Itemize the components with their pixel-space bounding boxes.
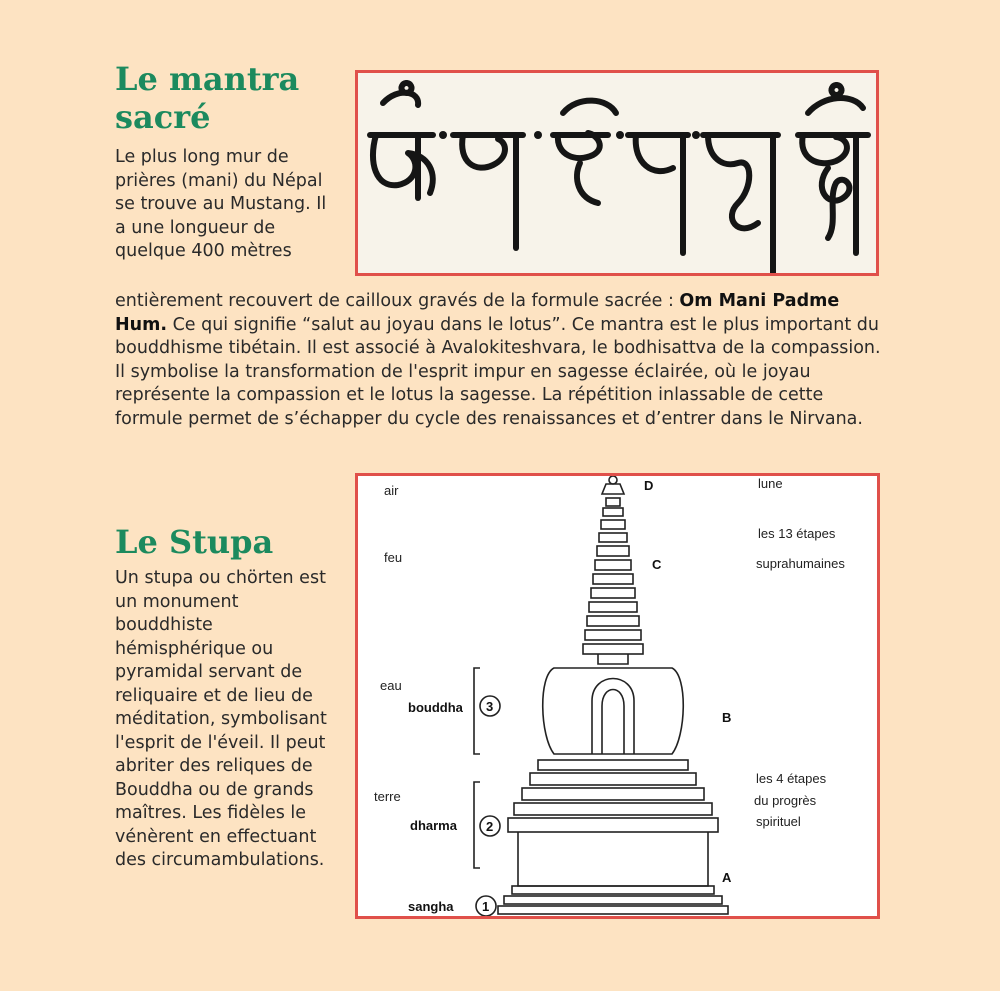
mantra-body-text (115, 290, 895, 431)
label-4-etapes: les 4 étapes (756, 771, 827, 786)
label-du-progres: du progrès (754, 793, 817, 808)
number-2: 2 (486, 819, 494, 834)
number-3: 3 (486, 699, 494, 714)
stupa-title: Le Stupa (115, 523, 274, 561)
label-13-etapes: les 13 étapes (758, 526, 836, 541)
mantra-formula: Om Mani Padme Hum. (115, 291, 840, 335)
stupa-body-text: Un stupa ou chörten est un monument bouddhiste hémisphérique ou pyramidal servant de reliquaire et de lieu de méditation, symbolisant l'esprit de l'éveil. Il peut abriter des reliques de Bouddha ou de grands maîtres. Les fidèles le vénèrent en effectuant des circumambulations. (115, 568, 327, 870)
mantra-body-rest: Ce qui signifie “salut au joyau dans le lotus”. Ce mantra est le plus important du bouddhisme tibétain. Il est associé à Avalokiteshvara, le bodhisattva de la compassion. Il symbolise la transformation de l'esprit impur en sagesse éclairée, où le joyau représente la compassion et le lotus la sagesse. La répétition inlassable de cette formule permet de s’échapper du cycle des renaissances et d’entrer dans le Nirvana. (115, 314, 881, 429)
section-a: A (722, 870, 732, 885)
stupa-drawing (358, 476, 877, 916)
stupa-diagram (355, 473, 880, 919)
label-spirituel: spirituel (756, 814, 801, 829)
label-suprahumaines: suprahumaines (756, 556, 845, 571)
label-dharma: dharma (410, 818, 457, 833)
section-c: C (652, 557, 662, 572)
mantra-body-start: entièrement recouvert de cailloux gravés de la formule sacrée : (115, 291, 680, 311)
mantra-title: Le mantra sacré (115, 60, 300, 136)
number-1: 1 (482, 899, 490, 914)
tibetan-script-drawing (358, 73, 876, 273)
label-lune: lune (758, 476, 783, 491)
label-sangha: sangha (408, 899, 454, 914)
section-b: B (722, 710, 732, 725)
label-feu: feu (384, 550, 403, 565)
mantra-inscription-image (355, 70, 879, 276)
label-bouddha: bouddha (408, 700, 463, 715)
label-eau: eau (380, 678, 402, 693)
label-air: air (384, 483, 399, 498)
section-d: D (644, 478, 654, 493)
label-terre: terre (374, 789, 401, 804)
mantra-intro-text: Le plus long mur de prières (mani) du Népal se trouve au Mustang. Il a une longueur de quelque 400 mètres (115, 147, 327, 261)
